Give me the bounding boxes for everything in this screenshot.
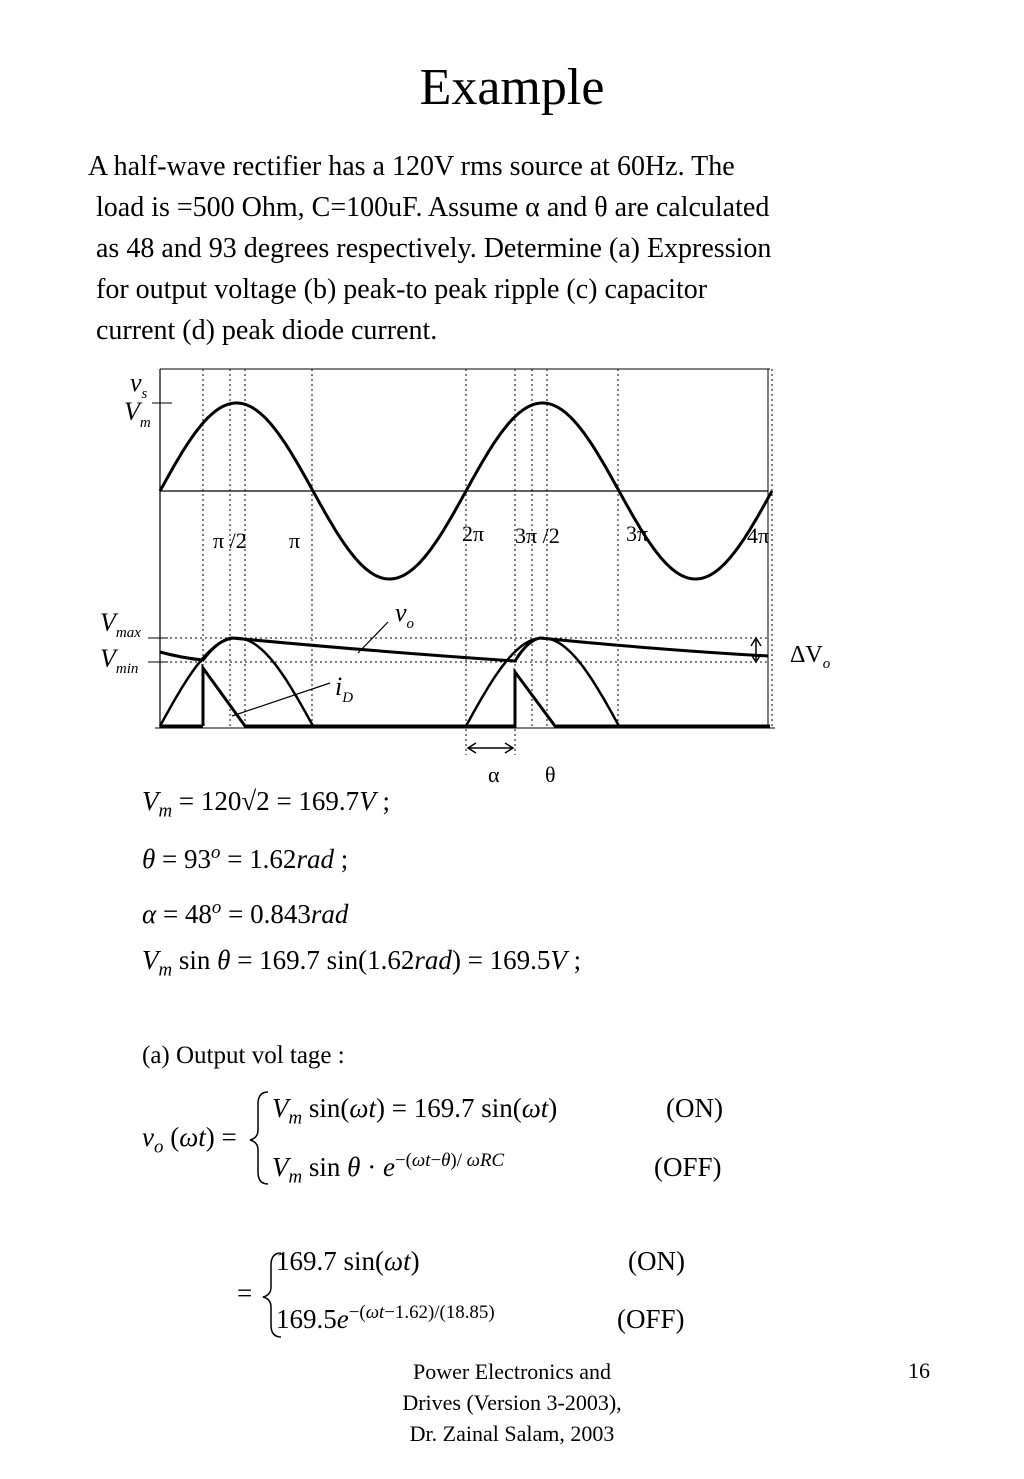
problem-line: current (d) peak diode current. (96, 315, 438, 346)
page-title: Example (419, 59, 605, 116)
on-label-numeric: (ON) (628, 1246, 685, 1276)
problem-line: load is =500 Ohm, C=100uF. Assume α and θ are calculated (96, 192, 770, 223)
label-vm: $V_m$ (124, 397, 151, 431)
footer-credits (342, 1356, 682, 1449)
label-pi: π (289, 528, 301, 553)
label-vo: $v_o$ (395, 598, 415, 632)
vo-off-numeric: $169.5e^{-(\omega t-1.62)/(18.85)}$ (276, 1302, 495, 1334)
vo-on-expression: $V_m$ sin(ωt) = 169.7 sin(ωt) (272, 1093, 558, 1129)
label-vmin: $V_{min}$ (100, 644, 139, 677)
label-vs: $v_s$ (130, 368, 148, 402)
label-delta-vo: $\Delta V_o$ (790, 642, 831, 672)
equation-vm: $V_m = 120√2 = 169.7V$ ; (142, 786, 390, 822)
problem-line: for output voltage (b) peak-to peak ripple (c) capacitor (96, 274, 708, 305)
label-3pi: 3π (626, 521, 649, 546)
footer-line: Drives (Version 3-2003), (402, 1390, 622, 1415)
equation-alpha: $\alpha = 48^o = 0.843rad$ (142, 897, 349, 929)
off-label: (OFF) (654, 1152, 722, 1182)
label-id: $i_D$ (335, 672, 354, 706)
label-theta: θ (545, 762, 556, 787)
part-a-heading: (a) Output vol tage : (142, 1042, 345, 1069)
label-alpha: α (488, 762, 500, 787)
equation-vm-sin-theta: $V_m$ sin θ = 169.7 sin(1.62rad) = 169.5V ; (142, 945, 582, 981)
on-label: (ON) (666, 1093, 723, 1123)
footer-line: Power Electronics and (413, 1359, 611, 1384)
vo-off-expression: $V_m$ $\sin \theta \cdot e^{-(\omega t-\theta)/ \omega RC}$ (272, 1150, 505, 1188)
vo-lhs: $v_o$ (ωt) = (142, 1122, 237, 1158)
page-number: 16 (908, 1358, 930, 1383)
off-label-numeric: (OFF) (617, 1304, 685, 1334)
equals-sign: = (237, 1278, 253, 1308)
equation-theta: $\theta = 93^o = 1.62rad$ ; (142, 842, 349, 874)
label-4pi: 4π (747, 523, 770, 548)
footer-line: Dr. Zainal Salam, 2003 (409, 1421, 615, 1446)
problem-line: as 48 and 93 degrees respectively. Determine (a) Expression (96, 233, 772, 264)
label-3pi-half: 3π /2 (515, 523, 560, 548)
label-pi-half: π /2 (213, 528, 247, 553)
label-vmax: $V_{max}$ (100, 608, 141, 641)
problem-line: A half-wave rectifier has a 120V rms source at 60Hz. The (88, 151, 735, 182)
vo-on-numeric: 169.7 sin(ωt) (276, 1246, 420, 1276)
label-2pi: 2π (462, 521, 485, 546)
